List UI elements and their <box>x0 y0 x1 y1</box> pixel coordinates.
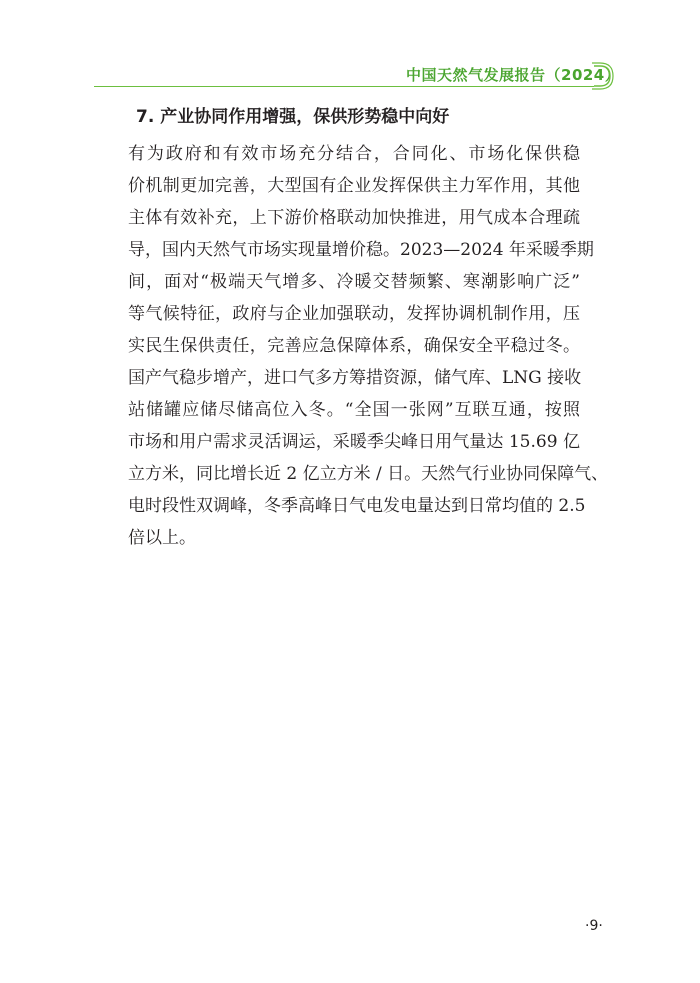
paragraph-line: 主体有效补充，上下游价格联动加快推进，用气成本合理疏 <box>128 208 580 228</box>
section-heading: 7. 产业协同作用增强，保供形势稳中向好 <box>136 107 450 127</box>
paragraph-line: 站储罐应储尽储高位入冬。“全国一张网”互联互通，按照 <box>128 400 580 420</box>
paragraph-line: 立方米，同比增长近 2 亿立方米 / 日。天然气行业协同保障气、 <box>128 464 609 484</box>
header-rule <box>94 86 594 87</box>
main-content <box>128 106 609 554</box>
paragraph-line: 市场和用户需求灵活调运，采暖季尖峰日用气量达 15.69 亿 <box>128 432 580 452</box>
paragraph-line: 有为政府和有效市场充分结合，合同化、市场化保供稳 <box>128 144 580 164</box>
paragraph-line: 国产气稳步增产，进口气多方筹措资源，储气库、LNG 接收 <box>128 368 582 388</box>
page-number: ·9· <box>585 918 603 934</box>
paragraph-line: 倍以上。 <box>128 528 196 548</box>
running-header <box>0 0 700 100</box>
paragraph-line: 价机制更加完善，大型国有企业发挥保供主力军作用，其他 <box>128 176 580 196</box>
paragraph-line: 间，面对“极端天气增多、冷暖交替频繁、寒潮影响广泛” <box>128 272 580 292</box>
header-ornament-icon <box>580 54 620 94</box>
paragraph-line: 导，国内天然气市场实现量增价稳。2023—2024 年采暖季期 <box>128 240 594 260</box>
paragraph-line: 等气候特征，政府与企业加强联动，发挥协调机制作用，压 <box>128 304 580 324</box>
body-paragraph <box>128 138 609 554</box>
paragraph-line: 电时段性双调峰，冬季高峰日气电发电量达到日常均值的 2.5 <box>128 496 586 516</box>
header-title: 中国天然气发展报告（2024） <box>406 66 621 84</box>
paragraph-line: 实民生保供责任，完善应急保障体系，确保安全平稳过冬。 <box>128 336 580 356</box>
